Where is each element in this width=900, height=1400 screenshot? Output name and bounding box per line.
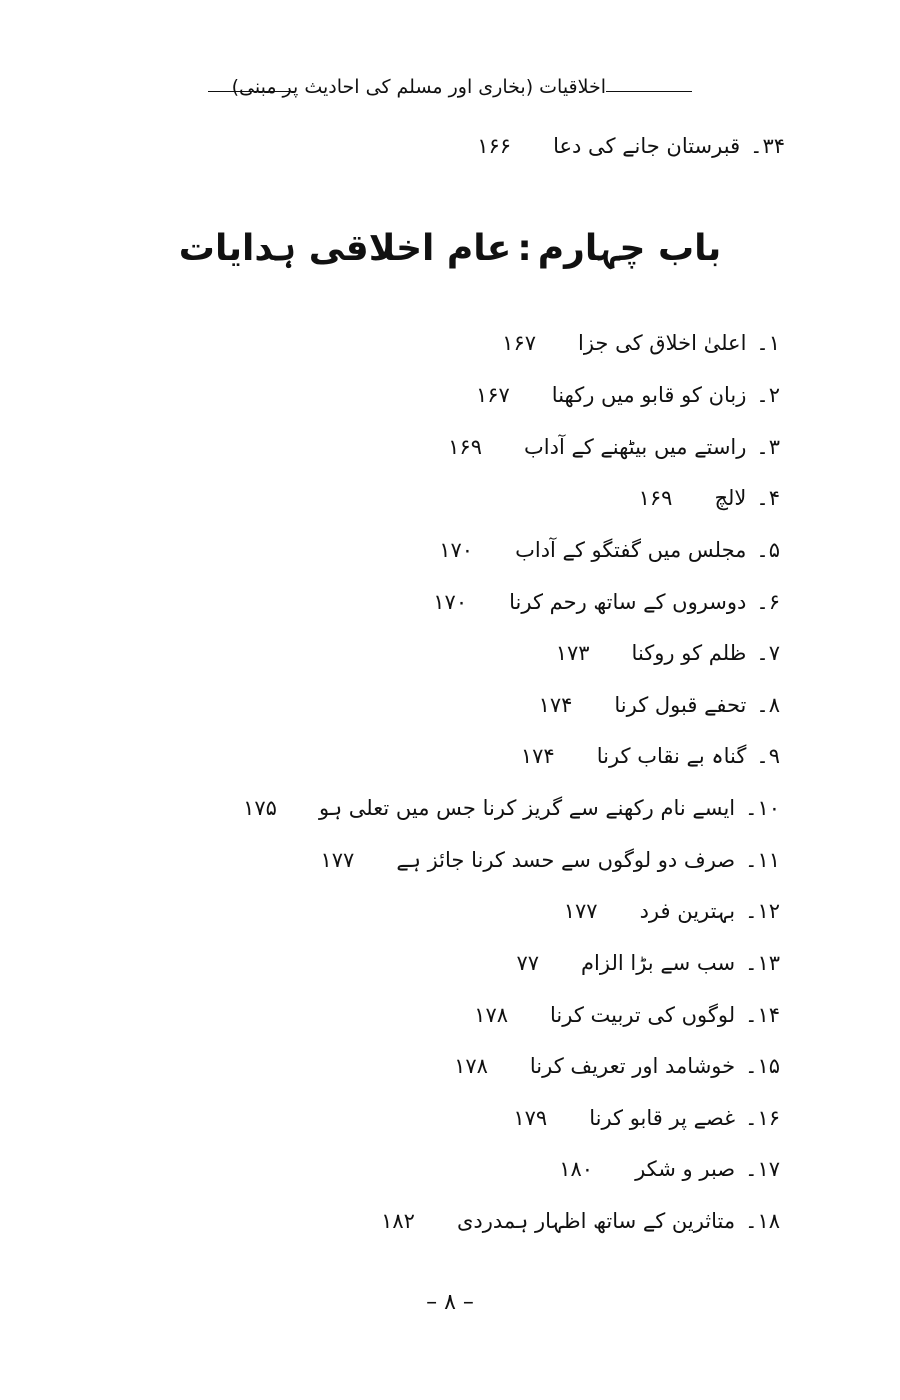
entry-number: ۷۔ [756,641,780,665]
entry-title: سب سے بڑا الزام [581,951,736,975]
toc-entry [474,997,780,1033]
toc-entry [639,480,780,516]
entry-number: ۲۔ [756,383,780,407]
entry-page: ۱۶۹ [638,486,673,510]
running-header-title: اخلاقیات (بخاری اور مسلم کی احادیث پر مبنی) [231,76,606,98]
toc-entry [564,893,780,929]
page-number: – ۸ – [426,1290,474,1315]
entry-title: ایسے نام رکھنے سے گریز کرنا جس میں تعلی ہو [318,796,736,820]
entry-number: ۵۔ [756,538,780,562]
toc-entry [516,945,780,981]
toc-entry [502,325,780,361]
entry-page: ۱۸۰ [559,1157,594,1181]
entry-number: ۹۔ [756,744,780,768]
entry-title: اعلیٰ اخلاق کی جزا [578,331,747,355]
entry-title: متاثرین کے ساتھ اظہار ہمدردی [456,1209,736,1233]
entry-number: ۳۔ [756,435,780,459]
toc-entry [381,1203,780,1239]
entry-number: ۱۲۔ [745,899,780,923]
toc-entry [320,842,780,878]
entry-page: ۱۸۲ [381,1209,415,1233]
entry-page: ۱۷۷ [563,899,598,923]
toc-entry [243,790,780,826]
entry-page: ۱۷۳ [555,641,590,665]
entry-title: صبر و شکر [635,1157,736,1181]
entry-number: ۱۔ [756,331,780,355]
entry-number: ۴۔ [756,486,780,510]
toc-entry [556,635,780,671]
entry-page: ۱۷۷ [320,848,355,872]
entry-number: ۱۵۔ [745,1054,780,1078]
chapter-name: عام اخلاقی ہدایات [178,228,512,269]
toc-entry [521,738,780,774]
entry-number: ۸۔ [756,693,780,717]
entry-title: تحفے قبول کرنا [614,693,747,717]
entry-page: ۱۷۰ [439,538,474,562]
entry-title: لالچ [714,486,747,510]
entry-number: ۱۸۔ [745,1209,780,1233]
toc-entry [559,1151,780,1187]
entry-page: ۱۷۸ [454,1054,488,1078]
entry-number: ۱۷۔ [745,1157,780,1181]
chapter-separator: : [517,228,532,269]
entry-page: ۱۷۴ [520,744,555,768]
toc-entry [513,1100,780,1136]
chapter-heading [0,228,900,269]
running-header [0,74,900,106]
toc-entry [476,377,780,413]
entry-page: ۱۷۹ [513,1106,548,1130]
entry-number: ۱۴۔ [745,1003,780,1027]
entry-page: ۱۶۷ [475,383,510,407]
entry-title: راستے میں بیٹھنے کے آداب [523,435,747,459]
entry-title: غصے پر قابو کرنا [589,1106,736,1130]
entry-page: ۱۷۸ [474,1003,509,1027]
entry-number: ۶۔ [756,590,780,614]
entry-page: ۱۶۹ [448,435,482,459]
toc-entry [448,429,780,465]
entry-page: ۱۷۰ [433,590,468,614]
entry-page: ۱۶۷ [502,331,537,355]
toc-entry [454,1048,780,1084]
entry-number: ۱۰۔ [745,796,780,820]
toc-entry [539,687,780,723]
entry-title: ظلم کو روکنا [631,641,747,665]
entry-title: قبرستان جانے کی دعا [553,134,741,158]
entry-number: ۱۱۔ [745,848,780,872]
toc-entry-previous [477,128,785,164]
entry-title: زبان کو قابو میں رکھنا [551,383,747,407]
entry-title: صرف دو لوگوں سے حسد کرنا جائز ہے [396,848,736,872]
entry-page: ۱۷۵ [243,796,277,820]
entry-page: ۱۶۶ [477,134,512,158]
entry-number: ۱۳۔ [745,951,780,975]
entry-number: ۱۶۔ [745,1106,780,1130]
entry-title: دوسروں کے ساتھ رحم کرنا [509,590,747,614]
entry-title: بہترین فرد [639,899,736,923]
entry-title: گناہ بے نقاب کرنا [596,744,747,768]
entry-page: ۱۷۴ [538,693,573,717]
toc-entry [433,584,780,620]
toc-entry [439,532,780,568]
entry-title: خوشامد اور تعریف کرنا [529,1054,736,1078]
header-rule-right [606,91,692,92]
entry-number: ۳۴۔ [750,134,785,158]
entry-page: ۷۷ [516,951,540,975]
chapter-label: باب چہارم [537,228,722,269]
entry-title: لوگوں کی تربیت کرنا [550,1003,736,1027]
entry-title: مجلس میں گفتگو کے آداب [515,538,747,562]
